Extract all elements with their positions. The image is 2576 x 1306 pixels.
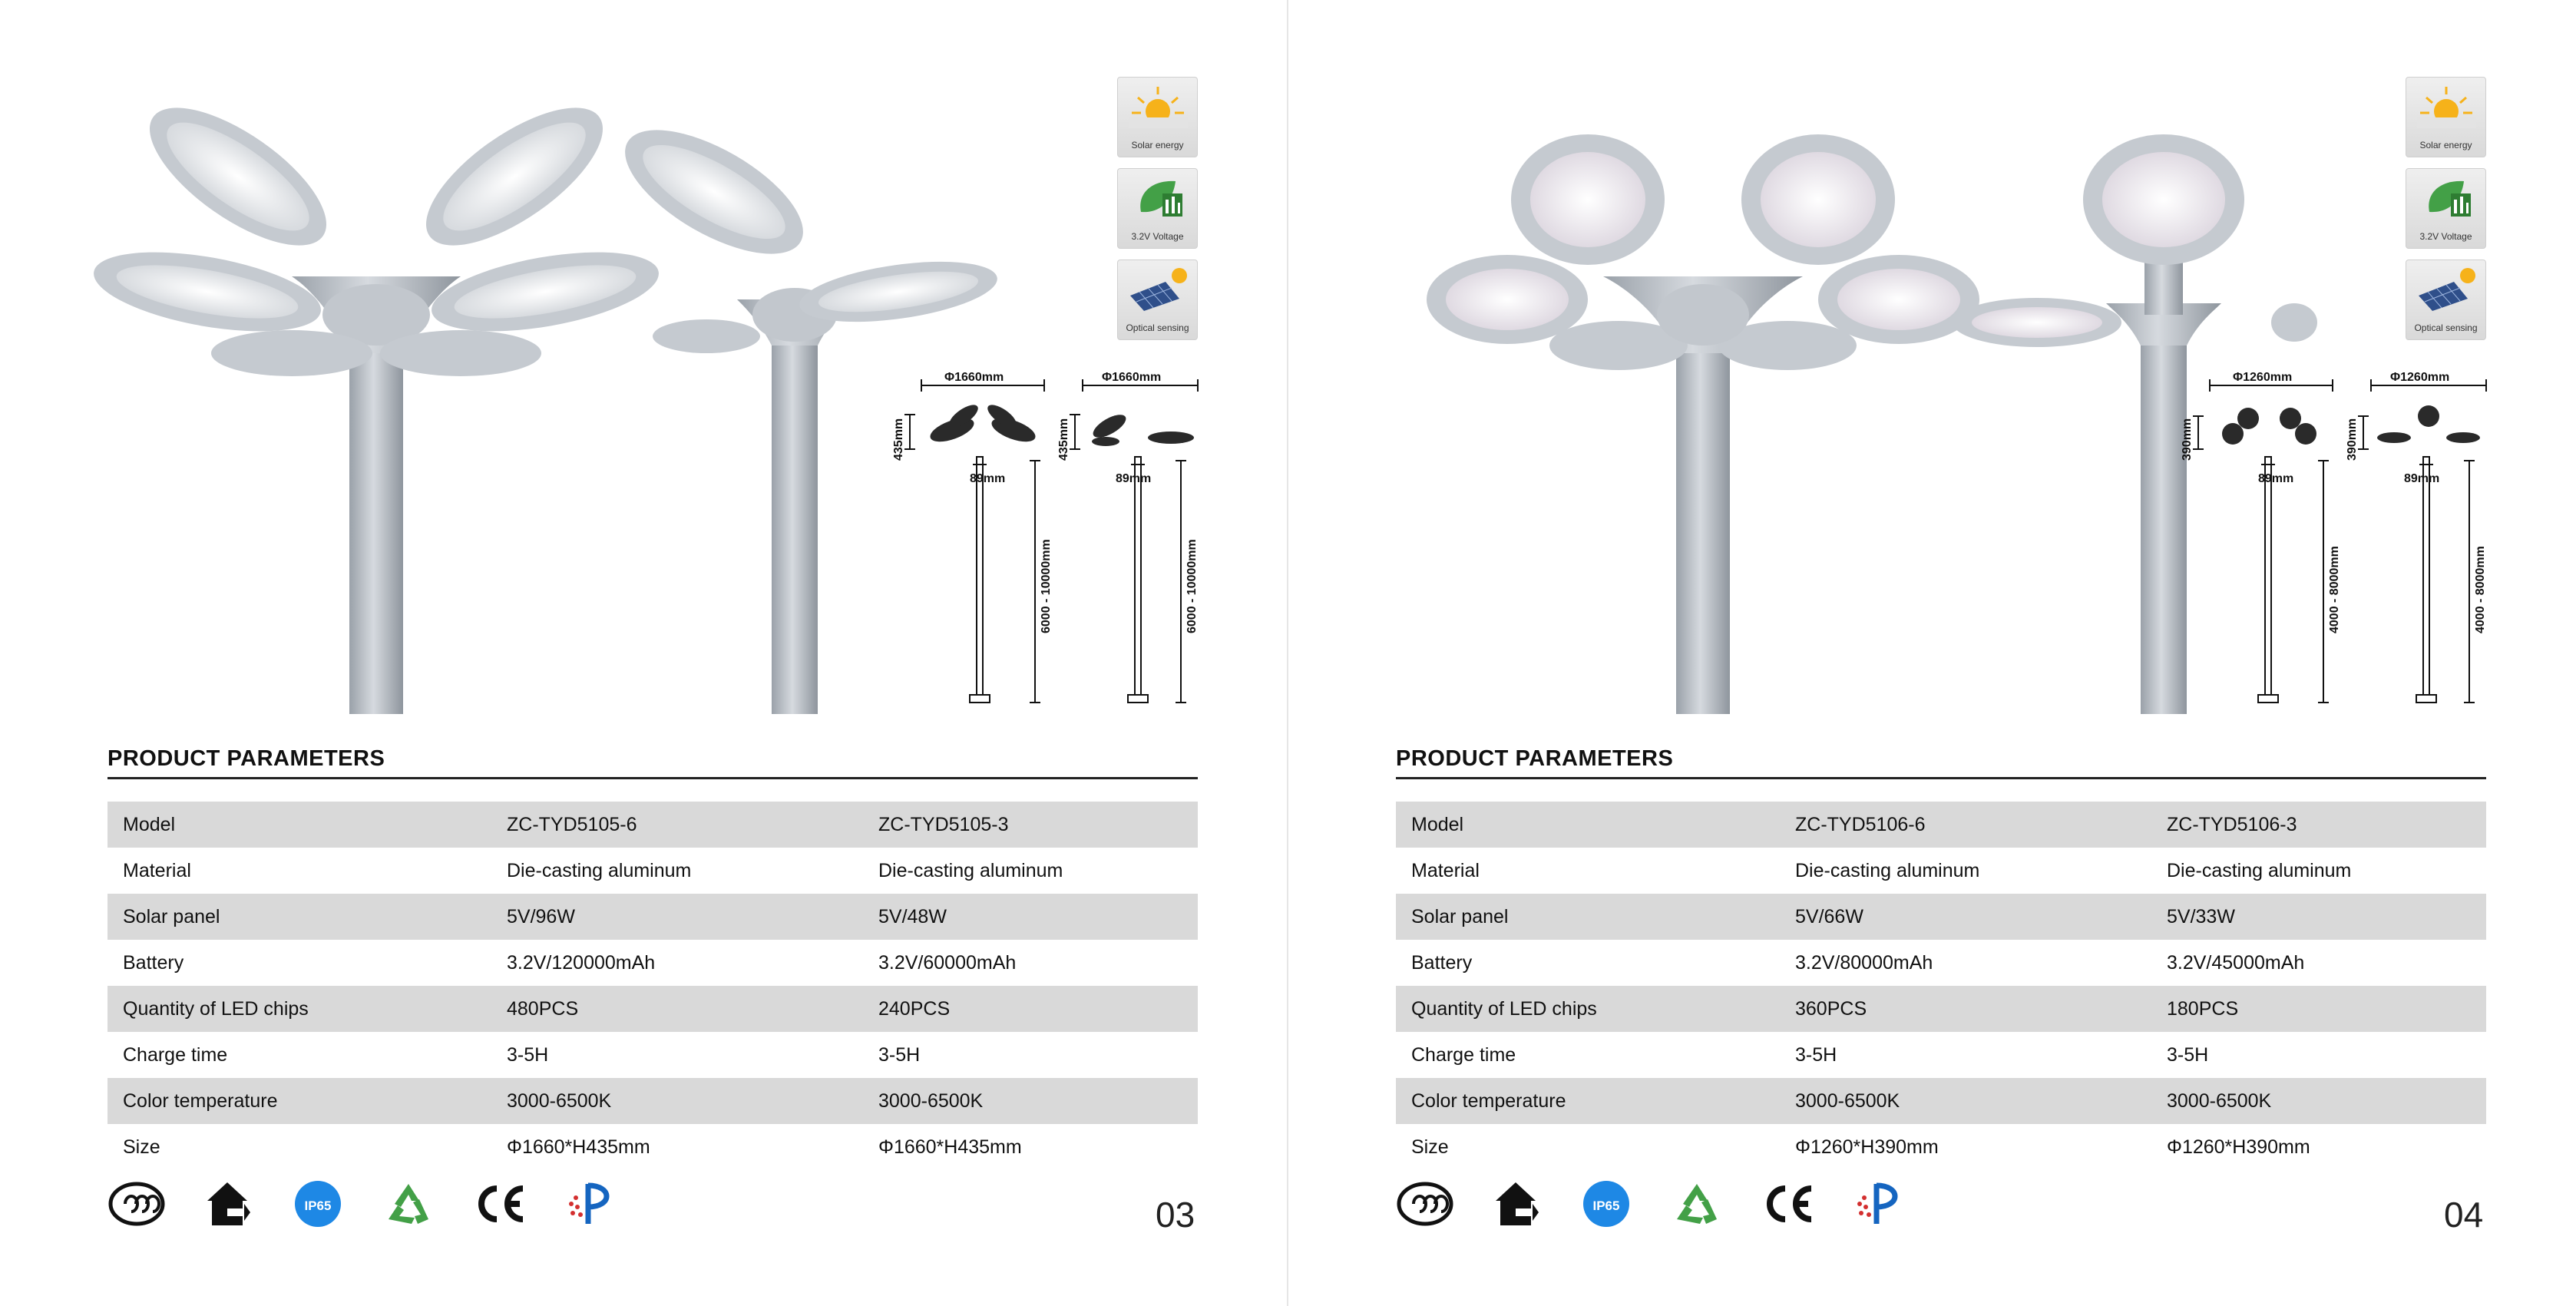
dim-pole-b: 89mm: [1116, 472, 1152, 485]
table-row: [1396, 1124, 2486, 1170]
sun-icon: [2414, 82, 2479, 128]
tuv-mark-icon: [561, 1179, 619, 1229]
row-label: Material: [123, 859, 191, 881]
certification-icons: [1396, 1179, 1907, 1229]
row-label: Color temperature: [1411, 1089, 1566, 1112]
ccc-mark-icon: [107, 1179, 166, 1229]
feature-optical-sensing: [2406, 260, 2486, 340]
table-row: [107, 848, 1198, 894]
dim-diameter-b: Φ1660mm: [1102, 371, 1162, 384]
row-value-b: Die-casting aluminum: [878, 859, 1063, 881]
title-divider: [1396, 777, 2486, 779]
row-label: Quantity of LED chips: [1411, 997, 1597, 1020]
table-row: [107, 1124, 1198, 1170]
row-value-b: 3-5H: [2167, 1043, 2209, 1066]
dim-pole-height-a: 4000 - 8000mm: [2328, 546, 2341, 633]
row-label: Material: [1411, 859, 1480, 881]
row-value-b: 5V/48W: [878, 905, 947, 927]
section-title: PRODUCT PARAMETERS: [1396, 746, 1674, 771]
ccc-mark-icon: [1396, 1179, 1454, 1229]
dim-height-b: 390mm: [2346, 418, 2359, 461]
row-value-a: 480PCS: [507, 997, 579, 1020]
table-row: [1396, 986, 2486, 1032]
row-value-a: 5V/66W: [1795, 905, 1863, 927]
row-value-b: 180PCS: [2167, 997, 2239, 1020]
table-row: [1396, 1078, 2486, 1124]
solar-panel-icon: [1126, 265, 1191, 311]
row-value-a: 360PCS: [1795, 997, 1867, 1020]
table-row: [1396, 894, 2486, 940]
house-export-icon: [1486, 1179, 1545, 1229]
row-value-a: 3.2V/120000mAh: [507, 951, 656, 974]
row-value-a: 3-5H: [507, 1043, 549, 1066]
table-row: [107, 802, 1198, 848]
dim-height-a: 390mm: [2181, 418, 2194, 461]
row-label: Size: [1411, 1136, 1449, 1158]
ce-mark-icon: [1758, 1179, 1817, 1229]
catalog-page-right: [1288, 0, 2576, 1306]
row-value-a: 3000-6500K: [507, 1089, 612, 1112]
dim-pole-height-b: 4000 - 8000mm: [2474, 546, 2487, 633]
table-row: [1396, 802, 2486, 848]
recycle-icon: [1668, 1179, 1726, 1229]
row-value-a: Φ1260*H390mm: [1795, 1136, 1939, 1158]
recycle-icon: [379, 1179, 438, 1229]
dim-diameter-a: Φ1660mm: [944, 371, 1004, 384]
feature-optical-sensing: [1117, 260, 1198, 340]
row-value-b: 3.2V/60000mAh: [878, 951, 1017, 974]
feature-label: Optical sensing: [2414, 322, 2478, 333]
row-value-b: 3.2V/45000mAh: [2167, 951, 2305, 974]
row-value-a: Φ1660*H435mm: [507, 1136, 650, 1158]
title-divider: [107, 777, 1198, 779]
lamp-6-rings: [1427, 134, 1979, 714]
row-label: Battery: [1411, 951, 1473, 974]
dim-pole-a: 89mm: [970, 472, 1006, 485]
section-title: PRODUCT PARAMETERS: [107, 746, 385, 771]
dimension-drawing: [879, 369, 1217, 714]
row-value-b: Φ1260*H390mm: [2167, 1136, 2310, 1158]
row-label: Color temperature: [123, 1089, 278, 1112]
row-value-b: 5V/33W: [2167, 905, 2235, 927]
dim-pole-a: 89mm: [2258, 472, 2294, 485]
row-label: Solar panel: [1411, 905, 1509, 927]
feature-solar-energy: [1117, 77, 1198, 157]
page-number: 04: [2444, 1195, 2484, 1235]
row-value-b: 3-5H: [878, 1043, 921, 1066]
row-value-b: 3000-6500K: [2167, 1089, 2272, 1112]
lamp-6-heads: [88, 92, 664, 714]
row-label: Size: [123, 1136, 160, 1158]
solar-panel-icon: [2414, 265, 2479, 311]
feature-label: Solar energy: [2419, 140, 2472, 150]
tuv-mark-icon: [1849, 1179, 1907, 1229]
row-label: Solar panel: [123, 905, 220, 927]
row-label: Battery: [123, 951, 184, 974]
feature-voltage: [1117, 168, 1198, 249]
row-value-a: 3.2V/80000mAh: [1795, 951, 1933, 974]
feature-voltage: [2406, 168, 2486, 249]
table-row: [107, 894, 1198, 940]
table-row: [107, 986, 1198, 1032]
house-export-icon: [198, 1179, 256, 1229]
feature-label: Optical sensing: [1126, 322, 1189, 333]
dim-pole-b: 89mm: [2404, 472, 2440, 485]
feature-label: 3.2V Voltage: [2419, 231, 2472, 242]
feature-icons: [2406, 77, 2486, 351]
feature-label: Solar energy: [1131, 140, 1184, 150]
table-row: [1396, 940, 2486, 986]
row-value-a: 5V/96W: [507, 905, 575, 927]
parameters-table: [107, 802, 1198, 1170]
battery-leaf-icon: [1126, 174, 1191, 220]
table-row: [107, 940, 1198, 986]
svg-text:IP65: IP65: [304, 1199, 332, 1213]
feature-icons: [1117, 77, 1198, 351]
row-value-b: 3000-6500K: [878, 1089, 984, 1112]
dim-pole-height-b: 6000 - 10000mm: [1185, 539, 1199, 633]
ip65-icon: [289, 1179, 347, 1229]
ip65-icon: [1577, 1179, 1635, 1229]
row-value-a: ZC-TYD5105-6: [507, 813, 637, 835]
table-row: [1396, 848, 2486, 894]
table-row: [107, 1078, 1198, 1124]
battery-leaf-icon: [2414, 174, 2479, 220]
row-value-a: ZC-TYD5106-6: [1795, 813, 1926, 835]
page-number: 03: [1156, 1195, 1195, 1235]
dim-diameter-a: Φ1260mm: [2233, 371, 2293, 384]
dim-height-a: 435mm: [892, 418, 905, 461]
table-row: [107, 1032, 1198, 1078]
row-value-b: Die-casting aluminum: [2167, 859, 2352, 881]
row-value-b: 240PCS: [878, 997, 951, 1020]
dim-height-b: 435mm: [1057, 418, 1070, 461]
row-label: Charge time: [1411, 1043, 1516, 1066]
row-value-a: Die-casting aluminum: [1795, 859, 1980, 881]
dim-diameter-b: Φ1260mm: [2390, 371, 2450, 384]
feature-solar-energy: [2406, 77, 2486, 157]
row-label: Quantity of LED chips: [123, 997, 309, 1020]
ce-mark-icon: [470, 1179, 528, 1229]
row-value-b: ZC-TYD5105-3: [878, 813, 1009, 835]
dimension-drawing: [2168, 369, 2505, 714]
dim-pole-height-a: 6000 - 10000mm: [1040, 539, 1053, 633]
row-label: Charge time: [123, 1043, 228, 1066]
row-value-a: Die-casting aluminum: [507, 859, 692, 881]
row-label: Model: [1411, 813, 1464, 835]
certification-icons: [107, 1179, 619, 1229]
parameters-table: [1396, 802, 2486, 1170]
table-row: [1396, 1032, 2486, 1078]
row-label: Model: [123, 813, 176, 835]
row-value-a: 3-5H: [1795, 1043, 1837, 1066]
row-value-b: ZC-TYD5106-3: [2167, 813, 2297, 835]
sun-icon: [1126, 82, 1191, 128]
feature-label: 3.2V Voltage: [1131, 231, 1184, 242]
svg-text:IP65: IP65: [1592, 1199, 1620, 1213]
row-value-b: Φ1660*H435mm: [878, 1136, 1022, 1158]
row-value-a: 3000-6500K: [1795, 1089, 1900, 1112]
